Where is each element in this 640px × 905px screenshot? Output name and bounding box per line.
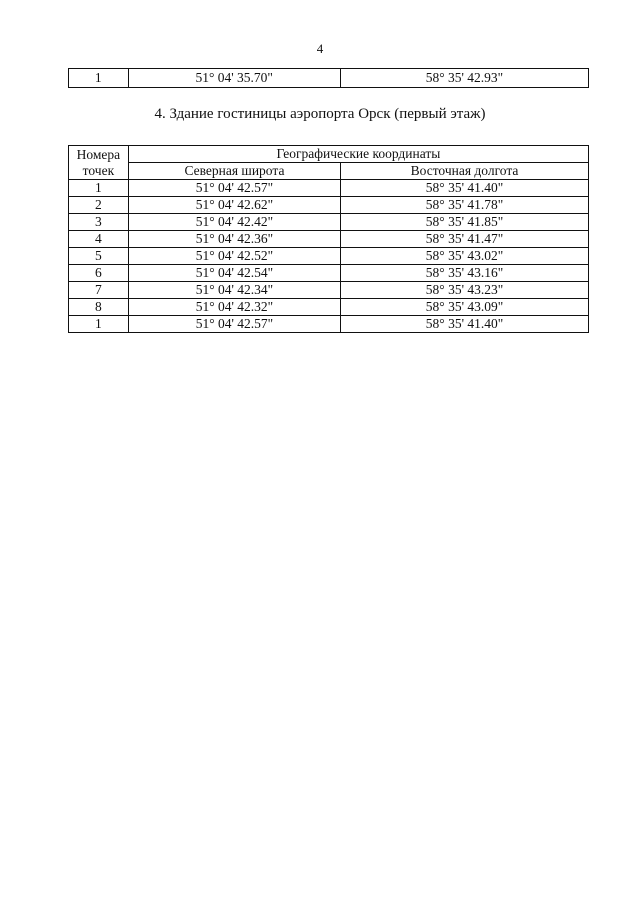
table-subheader-row [69, 163, 589, 180]
latitude-cell: 51° 04' 42.57" [128, 316, 340, 333]
latitude-cell: 51° 04' 42.54" [128, 265, 340, 282]
latitude-cell: 51° 04' 42.52" [128, 248, 340, 265]
coordinates-table [68, 145, 589, 333]
table-row [69, 197, 589, 214]
longitude-cell: 58° 35' 43.16" [341, 265, 589, 282]
table-row [69, 214, 589, 231]
points-header-line2: точек [82, 162, 115, 178]
point-number-cell: 5 [69, 248, 129, 265]
table-row [69, 248, 589, 265]
table-header-row [69, 146, 589, 163]
page-number: 4 [316, 41, 324, 56]
table-row [69, 265, 589, 282]
point-number-cell: 1 [69, 180, 129, 197]
latitude-header: Северная широта [128, 163, 340, 180]
table-row [69, 299, 589, 316]
table-row [69, 180, 589, 197]
longitude-cell: 58° 35' 42.93" [340, 69, 588, 88]
point-number-cell: 6 [69, 265, 129, 282]
coordinates-header: Географические координаты [128, 146, 588, 163]
latitude-cell: 51° 04' 42.32" [128, 299, 340, 316]
latitude-cell: 51° 04' 42.57" [128, 180, 340, 197]
continuation-table [68, 68, 589, 88]
longitude-cell: 58° 35' 41.40" [341, 180, 589, 197]
longitude-cell: 58° 35' 41.85" [341, 214, 589, 231]
longitude-header: Восточная долгота [341, 163, 589, 180]
points-header [69, 146, 129, 180]
longitude-cell: 58° 35' 43.02" [341, 248, 589, 265]
latitude-cell: 51° 04' 42.36" [128, 231, 340, 248]
table-row [69, 282, 589, 299]
latitude-cell: 51° 04' 42.62" [128, 197, 340, 214]
point-number-cell: 1 [69, 69, 129, 88]
point-number-cell: 1 [69, 316, 129, 333]
point-number-cell: 7 [69, 282, 129, 299]
longitude-cell: 58° 35' 43.09" [341, 299, 589, 316]
point-number-cell: 2 [69, 197, 129, 214]
point-number-cell: 3 [69, 214, 129, 231]
longitude-cell: 58° 35' 41.78" [341, 197, 589, 214]
longitude-cell: 58° 35' 41.47" [341, 231, 589, 248]
longitude-cell: 58° 35' 41.40" [341, 316, 589, 333]
table-row [69, 69, 589, 88]
table-row [69, 316, 589, 333]
section-title: 4. Здание гостиницы аэропорта Орск (первый этаж) [154, 106, 486, 122]
point-number-cell: 8 [69, 299, 129, 316]
points-header-line1: Номера [76, 146, 121, 162]
point-number-cell: 4 [69, 231, 129, 248]
longitude-cell: 58° 35' 43.23" [341, 282, 589, 299]
latitude-cell: 51° 04' 42.42" [128, 214, 340, 231]
latitude-cell: 51° 04' 42.34" [128, 282, 340, 299]
table-row [69, 231, 589, 248]
latitude-cell: 51° 04' 35.70" [128, 69, 340, 88]
